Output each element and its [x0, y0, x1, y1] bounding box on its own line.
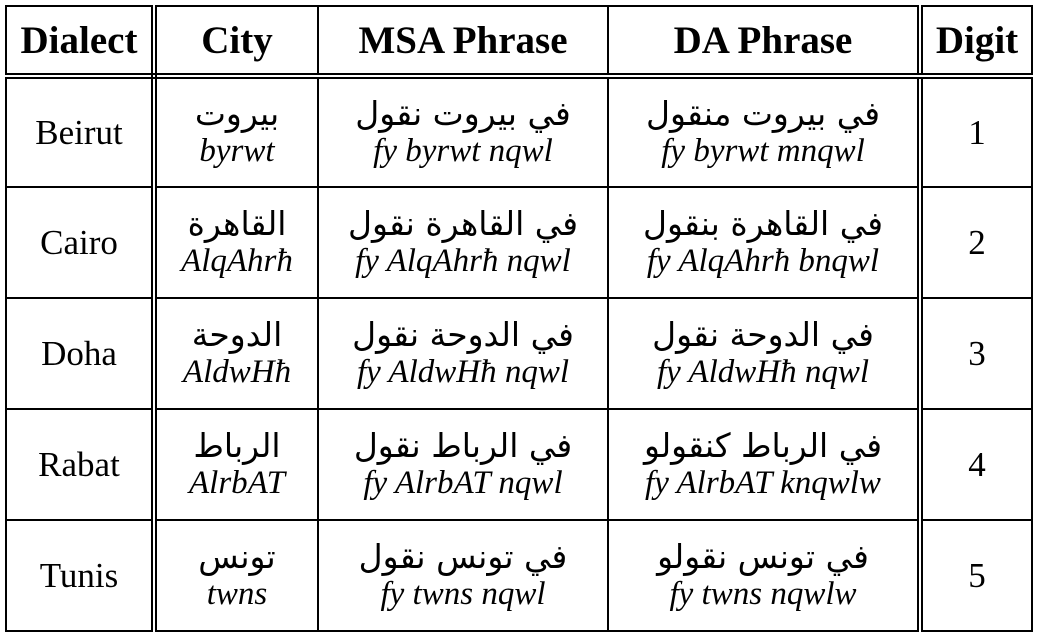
msa-arabic: في بيروت نقول: [355, 94, 571, 134]
city-arabic: بيروت: [194, 94, 280, 134]
cell-digit: 5: [920, 520, 1032, 631]
da-arabic: في الرباط كنقولو: [644, 426, 882, 466]
cell-city: [154, 298, 318, 409]
cell-dialect: Beirut: [6, 76, 154, 187]
cell-msa-phrase: [318, 298, 608, 409]
msa-transliteration: fy AlrbAT nqwl: [363, 465, 563, 502]
header-dialect: Dialect: [6, 6, 154, 76]
dialect-table-container: [5, 5, 1031, 632]
cell-digit: 4: [920, 409, 1032, 520]
cell-msa-phrase: [318, 76, 608, 187]
header-msa-phrase: MSA Phrase: [318, 6, 608, 76]
table-row: [6, 298, 1032, 409]
da-arabic: في الدوحة نقول: [652, 315, 874, 355]
msa-transliteration: fy AlqAhrħ nqwl: [355, 243, 571, 280]
table-row: [6, 76, 1032, 187]
cell-dialect: Doha: [6, 298, 154, 409]
msa-arabic: في الدوحة نقول: [352, 315, 574, 355]
city-arabic: القاهرة: [187, 204, 287, 244]
cell-da-phrase: [608, 187, 920, 298]
cell-dialect: Rabat: [6, 409, 154, 520]
header-da-phrase: DA Phrase: [608, 6, 920, 76]
da-transliteration: fy byrwt mnqwl: [661, 133, 865, 170]
city-arabic: الرباط: [193, 426, 281, 466]
cell-da-phrase: [608, 520, 920, 631]
da-transliteration: fy twns nqwlw: [669, 576, 857, 613]
cell-digit: 3: [920, 298, 1032, 409]
da-arabic: في بيروت منقول: [646, 94, 880, 134]
cell-city: [154, 76, 318, 187]
msa-arabic: في تونس نقول: [358, 537, 568, 577]
city-transliteration: AldwHħ: [182, 354, 292, 391]
table-row: [6, 520, 1032, 631]
msa-transliteration: fy AldwHħ nqwl: [356, 354, 570, 391]
header-digit: Digit: [920, 6, 1032, 76]
da-transliteration: fy AlqAhrħ bnqwl: [646, 243, 880, 280]
city-transliteration: AlqAhrħ: [181, 243, 293, 280]
cell-digit: 2: [920, 187, 1032, 298]
cell-city: [154, 187, 318, 298]
city-transliteration: twns: [206, 576, 268, 613]
cell-da-phrase: [608, 298, 920, 409]
cell-city: [154, 520, 318, 631]
header-row: [6, 6, 1032, 76]
cell-dialect: Cairo: [6, 187, 154, 298]
cell-msa-phrase: [318, 409, 608, 520]
cell-da-phrase: [608, 409, 920, 520]
da-transliteration: fy AldwHħ nqwl: [656, 354, 870, 391]
cell-city: [154, 409, 318, 520]
cell-msa-phrase: [318, 187, 608, 298]
city-arabic: تونس: [198, 537, 276, 577]
cell-dialect: Tunis: [6, 520, 154, 631]
city-transliteration: byrwt: [199, 133, 275, 170]
msa-arabic: في القاهرة نقول: [347, 204, 579, 244]
cell-msa-phrase: [318, 520, 608, 631]
cell-digit: 1: [920, 76, 1032, 187]
header-city: City: [154, 6, 318, 76]
msa-arabic: في الرباط نقول: [353, 426, 573, 466]
da-arabic: في القاهرة بنقول: [643, 204, 883, 244]
dialect-table: [5, 5, 1033, 632]
da-transliteration: fy AlrbAT knqwlw: [645, 465, 881, 502]
city-arabic: الدوحة: [191, 315, 283, 355]
table-row: [6, 187, 1032, 298]
da-arabic: في تونس نقولو: [657, 537, 869, 577]
cell-da-phrase: [608, 76, 920, 187]
table-row: [6, 409, 1032, 520]
msa-transliteration: fy twns nqwl: [380, 576, 546, 613]
city-transliteration: AlrbAT: [189, 465, 285, 502]
msa-transliteration: fy byrwt nqwl: [373, 133, 553, 170]
